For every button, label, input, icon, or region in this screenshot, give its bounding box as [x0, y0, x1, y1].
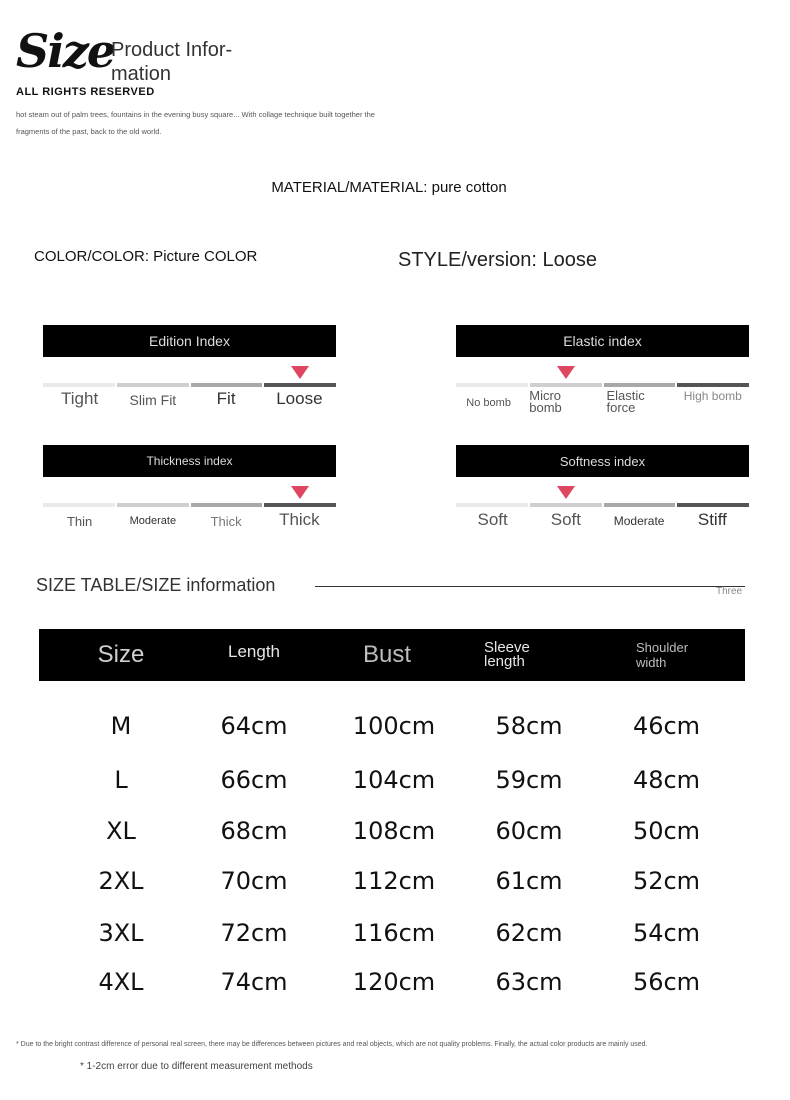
bust-cell: 108cm [352, 817, 436, 845]
scale-label: Thin [66, 514, 93, 529]
length-cell: 70cm [220, 867, 288, 895]
scale-bar [456, 503, 749, 507]
shoulder-cell: 50cm [632, 817, 701, 845]
tagline: hot steam out of palm trees, fountains in the evening busy square... With collage technique built together the fragments of the past, back to the old world. [16, 110, 375, 136]
bust-cell: 100cm [352, 712, 436, 740]
length-cell: 72cm [220, 919, 288, 947]
size-cell: 4XL [98, 968, 144, 996]
header-sleeve-length: Sleeve length [484, 639, 530, 670]
scale-label: Elastic force [606, 388, 645, 415]
panel-title: Thickness index [43, 445, 336, 477]
scale-bar [43, 383, 336, 387]
selection-marker-icon [291, 486, 309, 499]
scale-label: Micro bomb [529, 388, 562, 415]
scale-label: High bomb [683, 389, 742, 403]
scale-label: Fit [216, 389, 236, 408]
softness-index-panel [456, 445, 749, 545]
size-cell: M [110, 712, 132, 740]
scale-label: Stiff [697, 510, 727, 529]
selection-marker-icon [291, 366, 309, 379]
length-cell: 68cm [220, 817, 288, 845]
selection-marker-icon [557, 486, 575, 499]
color-spec: COLOR/COLOR: Picture COLOR [34, 248, 258, 265]
sleeve-cell: 61cm [495, 867, 563, 895]
measurement-note: * 1-2cm error due to different measurement methods [80, 1061, 313, 1072]
sleeve-cell: 59cm [495, 766, 563, 794]
scale-label: Loose [276, 389, 323, 408]
size-table-header [39, 629, 745, 681]
panel-title: Elastic index [456, 325, 749, 357]
table-row [39, 706, 745, 746]
shoulder-cell: 54cm [632, 919, 701, 947]
header-shoulder-width: Shoulder width [636, 640, 689, 670]
scale-bar [456, 383, 749, 387]
length-cell: 64cm [220, 712, 288, 740]
scale-label: Thick [210, 514, 242, 529]
shoulder-cell: 48cm [632, 766, 701, 794]
panel-title: Edition Index [43, 325, 336, 357]
header-bust: Bust [362, 641, 412, 668]
scale-label: Moderate [129, 515, 177, 527]
sleeve-cell: 60cm [495, 817, 563, 845]
scale-label: Moderate [613, 514, 665, 528]
bust-cell: 104cm [352, 766, 436, 794]
table-row [39, 962, 745, 1002]
scale-label: No bomb [466, 397, 511, 409]
shoulder-cell: 52cm [632, 867, 701, 895]
scale-label: Slim Fit [129, 392, 177, 408]
selection-marker-icon [557, 366, 575, 379]
rights-reserved: ALL RIGHTS RESERVED [16, 86, 155, 98]
thickness-index-panel [43, 445, 336, 545]
style-spec: STYLE/version: Loose [398, 249, 597, 271]
size-cell: XL [106, 817, 136, 845]
size-table-note: Three [716, 586, 743, 597]
edition-index-panel [43, 325, 336, 425]
table-row [39, 861, 745, 901]
product-info-heading: Product Infor-mation [111, 39, 233, 85]
length-cell: 66cm [220, 766, 288, 794]
shoulder-cell: 56cm [632, 968, 701, 996]
size-cell: 2XL [98, 867, 144, 895]
sleeve-cell: 63cm [495, 968, 563, 996]
scale-bar [43, 503, 336, 507]
sleeve-cell: 62cm [495, 919, 563, 947]
table-row [39, 760, 745, 800]
table-row [39, 913, 745, 953]
scale-label: Soft [477, 510, 508, 529]
header-size: Size [97, 641, 145, 668]
size-cell: 3XL [98, 919, 144, 947]
scale-label: Tight [61, 389, 99, 408]
sleeve-cell: 58cm [495, 712, 563, 740]
material-spec: MATERIAL/MATERIAL: pure cotton [271, 179, 507, 196]
bust-cell: 120cm [352, 968, 436, 996]
size-table-title: SIZE TABLE/SIZE information [36, 575, 276, 595]
shoulder-cell: 46cm [632, 712, 701, 740]
size-logo: Size [16, 24, 115, 78]
scale-label: Thick [279, 510, 320, 529]
elastic-index-panel [456, 325, 749, 425]
table-row [39, 811, 745, 851]
divider-line [315, 586, 745, 587]
header-length: Length [228, 642, 280, 661]
size-cell: L [114, 766, 128, 794]
panel-title: Softness index [456, 445, 749, 477]
length-cell: 74cm [220, 968, 288, 996]
color-disclaimer: * Due to the bright contrast difference of personal real screen, there may be differences between pictures and real objects, which are not quality problems. Finally, the actual color products are mainly used. [16, 1041, 648, 1048]
bust-cell: 112cm [352, 867, 436, 895]
scale-label: Soft [550, 510, 581, 529]
bust-cell: 116cm [352, 919, 436, 947]
